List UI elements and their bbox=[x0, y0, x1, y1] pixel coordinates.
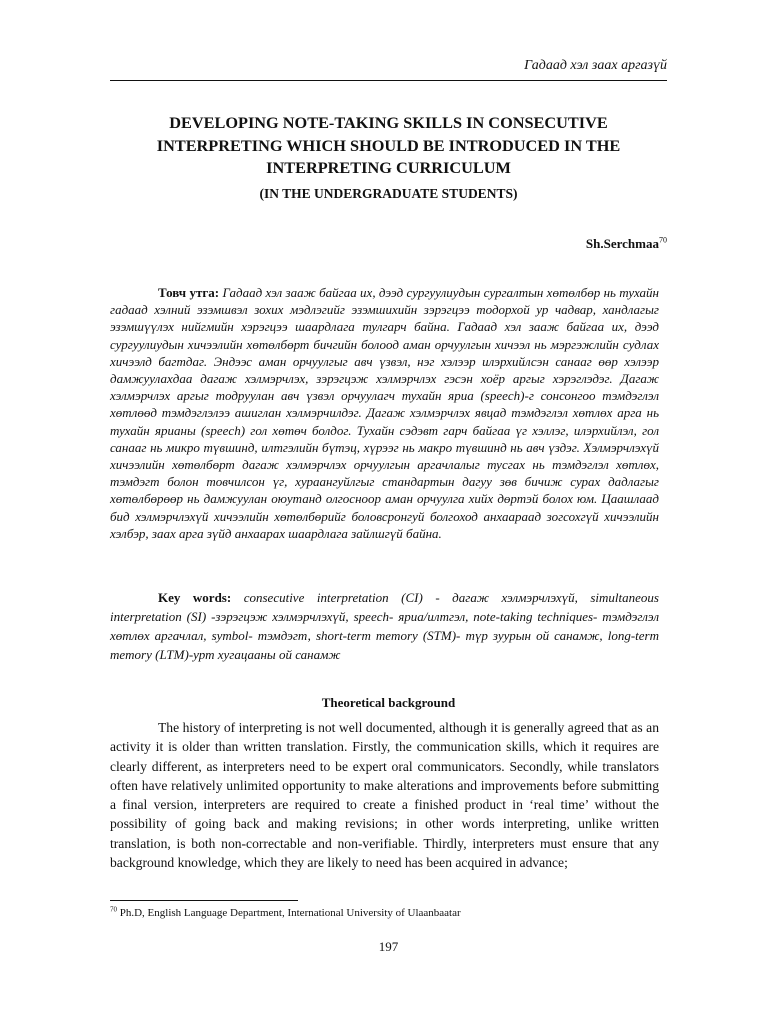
abstract-label: Товч утга: bbox=[158, 285, 220, 300]
paper-subtitle: (IN THE UNDERGRADUATE STUDENTS) bbox=[259, 185, 518, 201]
keywords-label: Key words: bbox=[158, 590, 232, 605]
body-paragraph-text: The history of interpreting is not well documented, although it is generally agreed that as an activity it is older than written translation. Firstly, the communication skills, which it requires are clearly different, as interpreters need to be expert oral communicators. Secondly, while translators often have relatively unlimited opportunity to make alterations and improvements before submitting a final version, interpreters are required to create a finished product in ‘real time’ without the possibility of going back and making revisions; in other words interpreting, unlike written translation, is both non-correctable and non-verifiable. Thirdly, interpreters must ensure that any background knowledge, which they are likely to need has been acquired in advance; bbox=[110, 720, 659, 871]
header-rule bbox=[110, 80, 667, 81]
title-block bbox=[110, 112, 667, 204]
keywords bbox=[110, 588, 659, 664]
author-line bbox=[110, 235, 667, 253]
author-name: Sh.Serchmaa bbox=[585, 236, 659, 251]
footnote-rule bbox=[110, 900, 298, 901]
section-heading: Theoretical background bbox=[321, 695, 456, 710]
footnote-mark: 70 bbox=[110, 905, 117, 914]
paper-title: DEVELOPING NOTE-TAKING SKILLS IN CONSECUTIVE INTERPRETING WHICH SHOULD BE INTRODUCED IN THE INTERPRETING CURRICULUM bbox=[156, 113, 621, 177]
page-number: 197 bbox=[378, 939, 399, 954]
footnote-text: Ph.D, English Language Department, International University of Ulaanbaatar bbox=[119, 907, 461, 919]
keywords-text: consecutive interpretation (CI) - дагаж хэлмэрчлэхүй, simultaneous interpretation (SI) -зэрэгцэж хэлмэрчлэхүй, speech- яриа/илтгэл, note-taking techniques- тэмдэглэл хөтлөх аргачлал, symbol- тэмдэгт, short-term memory (STM)- түр зуурын ой санамж, long-term memory (LTM)-урт хугацааны ой санамж bbox=[110, 590, 659, 662]
author-footnote-mark: 70 bbox=[659, 235, 667, 245]
body-paragraph bbox=[110, 718, 659, 872]
footnote bbox=[110, 906, 667, 920]
abstract bbox=[110, 284, 659, 542]
abstract-text: Гадаад хэл зааж байгаа их, дээд сургуулиудын сургалтын хөтөлбөр нь тухайн гадаад хэлний эзэмшвэл зохих мэдлэгийг эзэмшихийн зэрэгцээ тодорхой ур чадвар, хандлагыг эзэмшүүлэх нийгмийн хэрэгцээ шаардлага тулгарч байна. Гадаад хэл зааж байгаа их, дээд сургуулиудын хичээлийн хөтөлбөрт бичгийн болоод аман орчуулгын хичээл нь мэргэжлийн судлах хичээлд багтдаг. Эндээс аман орчуулгыг авч үзвэл, нэг хэлээр илэрхийлсэн санааг өөр хэлээр дамжуулахдаа дагаж хэлмэрчлэх, зэрэгцэж хэлмэрчлэх гэсэн хоёр аргыг хэрэглэдэг. Дагаж хэлмэрчлэх аргыг тодруулан авч үзвэл орчуулагч тухайн яриа (speech)-г сонсонгоо тэмдэглэл хөтлөөд тэмдэглэлээ ашиглан хэлмэрчилдэг. Дагаж хэлмэрчлэх явцад тэмдэглэл хөтлөх арга нь тухайн ярианы (speech) гол хөтөч болдог. Тухайн сэдэвт гарч байгаа үг хэллэг, илэрхийлэл, гол санааг нь микро түвшинд, илтгэлийн бүтэц, хүрээг нь макро түвшинд нь авч үздэг. Хэлмэрчлэхүй хичээлийн хөтөлбөрт дагаж хэлмэрчлэх орчуулгын аргачлалыг тусгах нь тэмдэглэл хөтлөх, тэмдэгт болон товчилсон үг, хураангуйлгыг стандартын дагуу зөв бичиж сурах дадлагыг хөтөлбөрөөр нь дамжуулан оюутанд олгосноор аман орчуулга хийх дөртэй болох юм. Цаашлаад бид хэлмэрчлэхүй хичээлийн хөтөлбөрийг боловсронгуй болгоход анхаараад зогсохгүй хичээлийн хэлбэр, заах арга зүйд анхаарах шаардлага зайлшгүй байна. bbox=[110, 285, 659, 541]
running-header: Гадаад хэл заах аргазүй bbox=[524, 58, 667, 73]
